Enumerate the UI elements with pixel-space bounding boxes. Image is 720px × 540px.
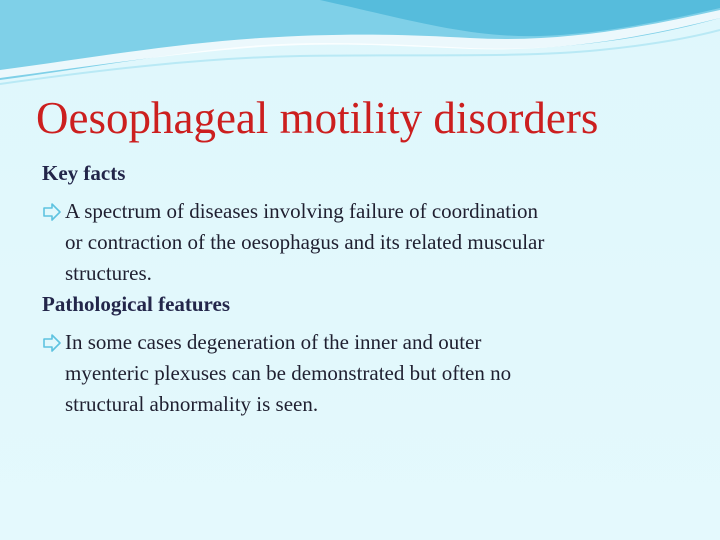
bullet-line: structures. (65, 261, 152, 285)
bullet-line: A spectrum of diseases involving failure of coordination (65, 199, 538, 223)
bullet-line: structural abnormality is seen. (65, 392, 319, 416)
hollow-arrow-bullet-icon (42, 333, 62, 353)
slide-title: Oesophageal motility disorders (36, 93, 599, 143)
bullet-pathological-features (42, 327, 682, 420)
hollow-arrow-bullet-icon (42, 202, 62, 222)
bullet-line: myenteric plexuses can be demonstrated but often no (65, 361, 512, 385)
bullet-text (65, 196, 682, 289)
slide-content (42, 158, 682, 420)
bullet-line: or contraction of the oesophagus and its related muscular (65, 230, 545, 254)
bullet-key-facts (42, 196, 682, 289)
decorative-wave-banner (0, 0, 720, 90)
bullet-text (65, 327, 682, 420)
section-heading-pathological-features: Pathological features (42, 292, 230, 316)
bullet-line: In some cases degeneration of the inner and outer (65, 330, 482, 354)
section-heading-key-facts: Key facts (42, 161, 126, 185)
